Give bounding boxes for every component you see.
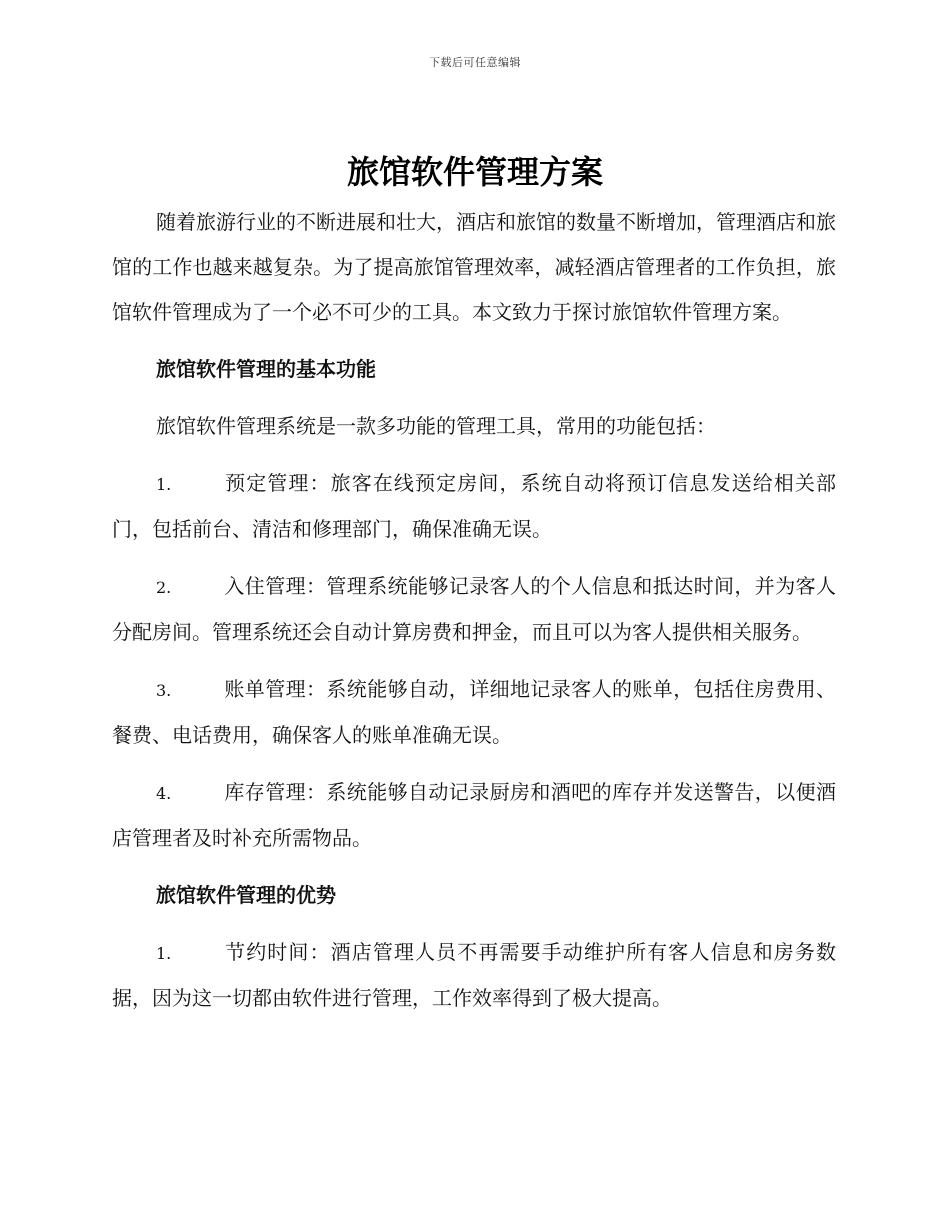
list-item [112, 770, 836, 861]
list-item [112, 461, 836, 552]
list-item-text: 账单管理：系统能够自动，详细地记录客人的账单，包括住房费用、餐费、电话费用，确保客人的账单准确无误。 [112, 677, 836, 747]
list-item-text: 节约时间：酒店管理人员不再需要手动维护所有客人信息和房务数据，因为这一切都由软件进行管理，工作效率得到了极大提高。 [112, 940, 836, 1010]
document-body [112, 200, 836, 1021]
list-item-text: 库存管理：系统能够自动记录厨房和酒吧的库存并发送警告，以便酒店管理者及时补充所需物品。 [112, 780, 836, 850]
list-item-number: 1. [156, 475, 172, 494]
section-lead-paragraph: 旅馆软件管理系统是一款多功能的管理工具，常用的功能包括： [156, 414, 716, 438]
section-heading-advantages: 旅馆软件管理的优势 [156, 883, 336, 907]
list-item-number: 4. [156, 784, 172, 803]
list-item-number: 1. [156, 944, 172, 963]
list-item-text: 入住管理：管理系统能够记录客人的个人信息和抵达时间，并为客人分配房间。管理系统还会自动计算房费和押金，而且可以为客人提供相关服务。 [112, 574, 836, 644]
list-item [112, 930, 836, 1021]
list-item-number: 3. [156, 681, 172, 700]
list-item-text: 预定管理：旅客在线预定房间，系统自动将预订信息发送给相关部门，包括前台、清洁和修理部门，确保准确无误。 [112, 471, 836, 541]
list-item [112, 667, 836, 758]
list-item [112, 564, 836, 655]
section-heading-basic-functions: 旅馆软件管理的基本功能 [156, 357, 376, 381]
header-note: 下载后可任意编辑 [429, 56, 521, 69]
intro-paragraph: 随着旅游行业的不断进展和壮大，酒店和旅馆的数量不断增加，管理酒店和旅馆的工作也越来越复杂。为了提高旅馆管理效率，减轻酒店管理者的工作负担，旅馆软件管理成为了一个必不可少的工具。本文致力于探讨旅馆软件管理方案。 [112, 210, 836, 324]
document-title: 旅馆软件管理方案 [346, 153, 603, 191]
list-item-number: 2. [156, 578, 172, 597]
